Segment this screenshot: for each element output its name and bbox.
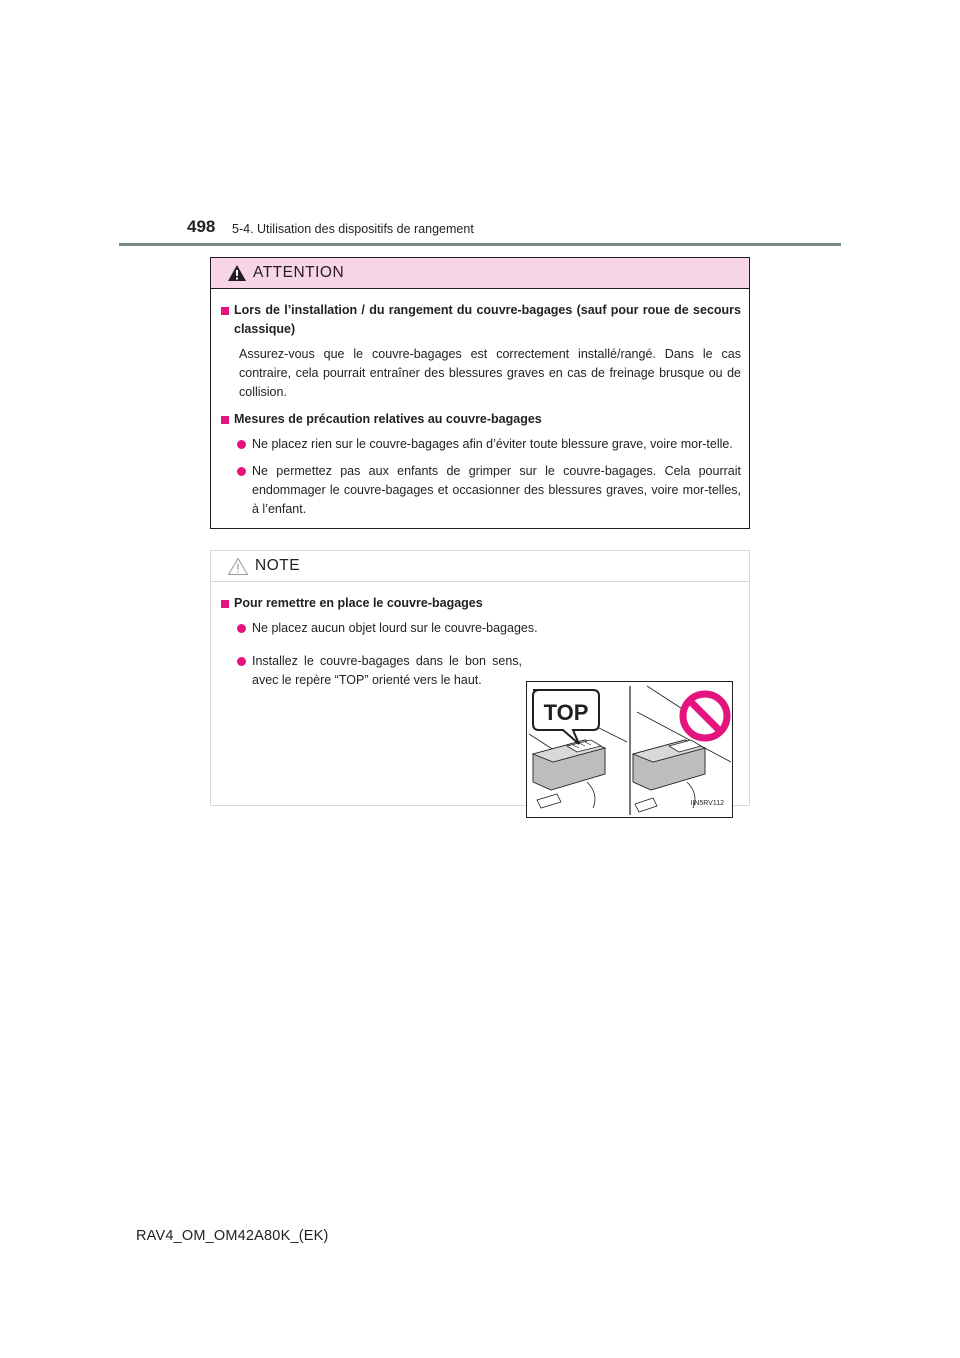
attention-heading-2: Mesures de précaution relatives au couvre-bagages <box>234 412 542 426</box>
attention-box <box>210 257 750 529</box>
page-number: 498 <box>187 217 216 236</box>
note-bullet <box>237 652 522 690</box>
attention-bullet-text: Ne permettez pas aux enfants de grimper sur le couvre-bagages. Cela pourrait endommager le couvre-bagages et occasionner des blessures graves, voire mor-telles, à l’enfant. <box>252 464 741 516</box>
square-bullet-icon <box>221 307 229 315</box>
note-heading: Pour remettre en place le couvre-bagages <box>234 596 483 610</box>
round-bullet-icon <box>237 624 246 633</box>
attention-paragraph-1: Assurez-vous que le couvre-bagages est correctement installé/rangé. Dans le cas contraire, cela pourrait entraîner des blessures graves en cas de freinage brusque ou de collision. <box>239 347 741 399</box>
round-bullet-icon <box>237 467 246 476</box>
header-rule <box>119 243 841 246</box>
section-title: 5-4. Utilisation des dispositifs de rangement <box>232 222 474 236</box>
square-bullet-icon <box>221 600 229 608</box>
note-bullet-text: Installez le couvre-bagages dans le bon sens, avec le repère “TOP” orienté vers le haut. <box>252 654 522 687</box>
attention-bullet <box>237 462 741 519</box>
note-bullet <box>237 619 741 638</box>
figure-code: IIN5RV112 <box>690 800 724 807</box>
note-bullet-text: Ne placez aucun objet lourd sur le couvre-bagages. <box>252 621 538 635</box>
warning-triangle-filled-icon <box>227 264 247 282</box>
warning-triangle-outline-icon <box>227 557 249 576</box>
attention-heading-2-row <box>219 410 741 429</box>
note-box <box>210 550 750 806</box>
attention-heading-1: Lors de l’installation / du rangement du couvre-bagages (sauf pour roue de secours classique) <box>234 303 741 336</box>
note-body <box>211 582 749 806</box>
round-bullet-icon <box>237 440 246 449</box>
attention-heading-1-row <box>219 301 741 339</box>
attention-header <box>211 258 749 289</box>
footer-model-code: RAV4_OM_OM42A80K_(EK) <box>136 1228 329 1244</box>
attention-body <box>211 289 749 519</box>
cover-installation-figure <box>526 681 733 818</box>
prohibition-icon <box>683 694 727 738</box>
square-bullet-icon <box>221 416 229 424</box>
attention-bullet <box>237 435 741 454</box>
attention-bullet-text: Ne placez rien sur le couvre-bagages afin d’éviter toute blessure grave, voire mor-telle. <box>252 437 733 451</box>
note-header <box>211 551 749 582</box>
note-heading-row <box>219 594 741 613</box>
note-label: NOTE <box>255 557 301 574</box>
top-mark-label: TOP <box>543 700 589 725</box>
attention-label: ATTENTION <box>253 264 345 281</box>
round-bullet-icon <box>237 657 246 666</box>
